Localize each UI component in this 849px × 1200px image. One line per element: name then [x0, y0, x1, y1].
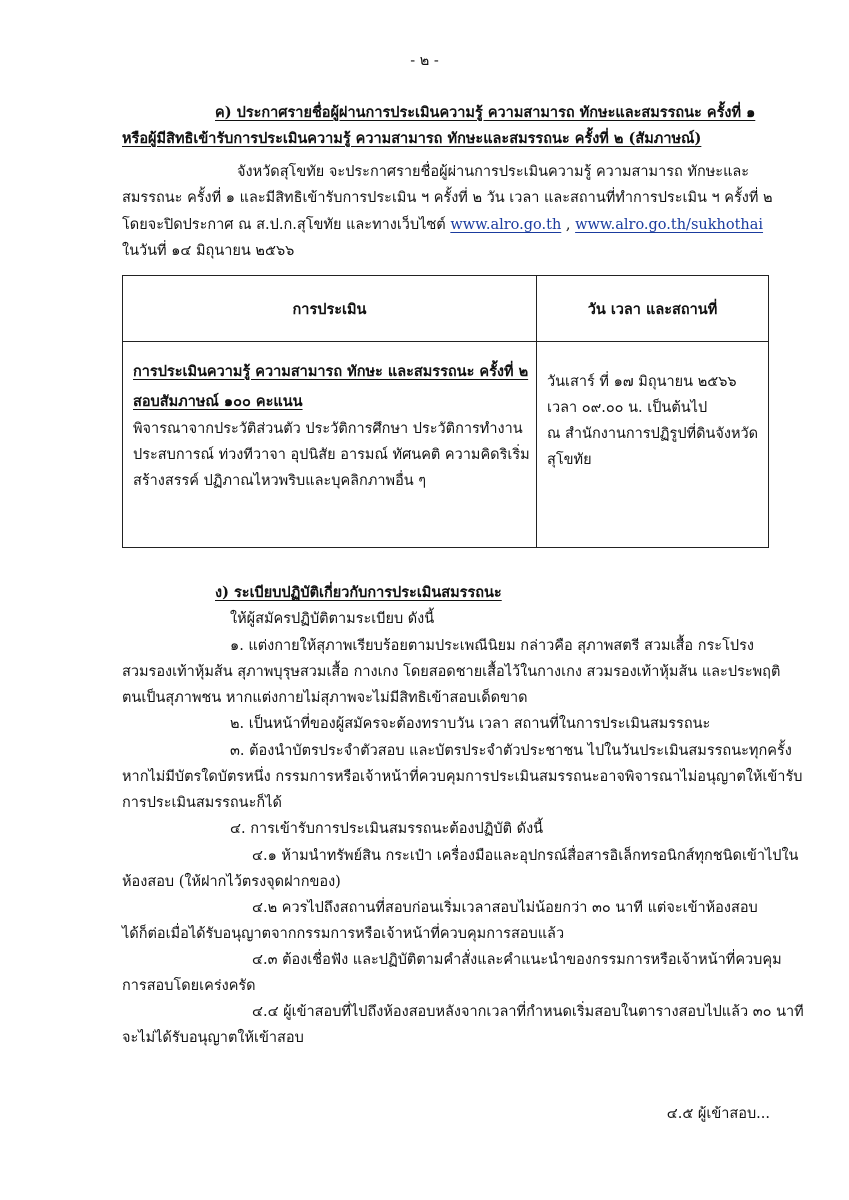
item1-line3: ตนเป็นสุภาพชน หากแต่งกายไม่สุภาพจะไม่มีสิทธิเข้าสอบเด็ดขาด	[122, 690, 528, 706]
table-row-title2-text: สอบสัมภาษณ์ ๑๐๐ คะแนน	[133, 393, 303, 410]
section-d-intro: ให้ผู้สมัครปฏิบัติตามระเบียบ ดังนี้	[230, 611, 435, 627]
item4-2-line1: ๔.๒ ควรไปถึงสถานที่สอบก่อนเริ่มเวลาสอบไม่น้อยกว่า ๓๐ นาที แต่จะเข้าห้องสอบ	[252, 900, 758, 916]
item4: ๔. การเข้ารับการประเมินสมรรถนะต้องปฏิบัติ ดังนี้	[230, 821, 544, 837]
para-line3-prefix: โดยจะปิดประกาศ ณ ส.ป.ก.สุโขทัย และทางเว็บไซต์	[122, 217, 446, 233]
item4-3-line2: การสอบโดยเคร่งครัด	[122, 978, 256, 994]
alro-sukhothai-link[interactable]: www.alro.go.th/sukhothai	[575, 217, 764, 233]
alro-link[interactable]: www.alro.go.th	[450, 217, 562, 233]
table-row-title2	[133, 392, 303, 412]
item1-line1: ๑. แต่งกายให้สุภาพเรียบร้อยตามประเพณีนิยม กล่าวคือ สุภาพสตรี สวมเสื้อ กระโปรง	[230, 638, 754, 654]
table-row-desc3: สร้างสรรค์ ปฏิภาณไหวพริบและบุคลิกภาพอื่น ๆ	[133, 473, 427, 489]
table-row-place2: สุโขทัย	[547, 452, 592, 468]
item1-line2: สวมรองเท้าหุ้มส้น สุภาพบุรุษสวมเสื้อ กางเกง โดยสอดชายเสื้อไว้ในกางเกง สวมรองเท้าหุ้มส้น และประพฤติ	[122, 664, 781, 680]
table-header-assessment: การประเมิน	[292, 301, 367, 318]
table-row-title1-text: การประเมินความรู้ ความสามารถ ทักษะ และสมรรถนะ ครั้งที่ ๒	[133, 363, 529, 380]
section-c-heading-line2	[122, 129, 701, 149]
section-d-heading-text: ง) ระเบียบปฏิบัติเกี่ยวกับการประเมินสมรรถนะ	[215, 584, 502, 601]
table-row-title1	[133, 362, 528, 382]
continuation-marker: ๔.๕ ผู้เข้าสอบ...	[666, 1106, 770, 1122]
section-c-para-line1: จังหวัดสุโขทัย จะประกาศรายชื่อผู้ผ่านการประเมินความรู้ ความสามารถ ทักษะและ	[237, 164, 750, 180]
page-number: - ๒ -	[410, 53, 439, 69]
section-c-para-line4: ในวันที่ ๑๔ มิถุนายน ๒๕๖๖	[122, 243, 295, 259]
section-c-para-line2: สมรรถนะ ครั้งที่ ๑ และมีสิทธิเข้ารับการประเมิน ฯ ครั้งที่ ๒ วัน เวลา และสถานที่ทำการประเมิน ฯ ครั้งที่ ๒	[122, 190, 773, 206]
assessment-table	[122, 275, 769, 548]
table-row-date: วันเสาร์ ที่ ๑๗ มิถุนายน ๒๕๖๖	[547, 374, 737, 390]
item4-4-line2: จะไม่ได้รับอนุญาตให้เข้าสอบ	[122, 1030, 304, 1046]
item3-line2: หากไม่มีบัตรใดบัตรหนึ่ง กรรมการหรือเจ้าหน้าที่ควบคุมการประเมินสมรรถนะอาจพิจารณาไม่อนุญาตให้เข้ารับ	[122, 769, 803, 785]
section-c-heading-line1	[215, 103, 755, 123]
item4-3-line1: ๔.๓ ต้องเชื่อฟัง และปฏิบัติตามคำสั่งและคำแนะนำของกรรมการหรือเจ้าหน้าที่ควบคุม	[252, 952, 782, 968]
section-d-heading	[215, 583, 502, 603]
item3-line1: ๓. ต้องนำบัตรประจำตัวสอบ และบัตรประจำตัวประชาชน ไปในวันประเมินสมรรถนะทุกครั้ง	[230, 743, 792, 759]
link-separator: ,	[565, 217, 571, 233]
section-c-heading-text2: หรือผู้มีสิทธิเข้ารับการประเมินความรู้ ความสามารถ ทักษะและสมรรถนะ ครั้งที่ ๒ (สัมภาษณ์)	[122, 130, 702, 147]
item4-1-line2: ห้องสอบ (ให้ฝากไว้ตรงจุดฝากของ)	[122, 874, 341, 890]
table-row-time: เวลา ๐๙.๐๐ น. เป็นต้นไป	[547, 400, 708, 416]
table-header-divider	[123, 341, 768, 342]
item4-1-line1: ๔.๑ ห้ามนำทรัพย์สิน กระเป๋า เครื่องมือและอุปกรณ์สื่อสารอิเล็กทรอนิกส์ทุกชนิดเข้าไปใน	[252, 848, 799, 864]
table-row-desc2: ประสบการณ์ ท่วงทีวาจา อุปนิสัย อารมณ์ ทัศนคติ ความคิดริเริ่ม	[133, 447, 530, 463]
item4-2-line2: ได้ก็ต่อเมื่อได้รับอนุญาตจากกรรมการหรือเจ้าหน้าที่ควบคุมการสอบแล้ว	[122, 926, 565, 942]
section-c-para-line3	[122, 215, 763, 235]
table-row-desc1: พิจารณาจากประวัติส่วนตัว ประวัติการศึกษา ประวัติการทำงาน	[133, 421, 523, 437]
item2: ๒. เป็นหน้าที่ของผู้สมัครจะต้องทราบวัน เวลา สถานที่ในการประเมินสมรรถนะ	[230, 716, 711, 732]
table-header-datetime-place: วัน เวลา และสถานที่	[587, 301, 718, 318]
section-c-heading-text1: ค) ประกาศรายชื่อผู้ผ่านการประเมินความรู้ ความสามารถ ทักษะและสมรรถนะ ครั้งที่ ๑	[215, 104, 756, 121]
item4-4-line1: ๔.๔ ผู้เข้าสอบที่ไปถึงห้องสอบหลังจากเวลาที่กำหนดเริ่มสอบในตารางสอบไปแล้ว ๓๐ นาที	[252, 1004, 804, 1020]
item3-line3: การประเมินสมรรถนะก็ได้	[122, 795, 282, 811]
table-row-place1: ณ สำนักงานการปฏิรูปที่ดินจังหวัด	[547, 426, 759, 442]
